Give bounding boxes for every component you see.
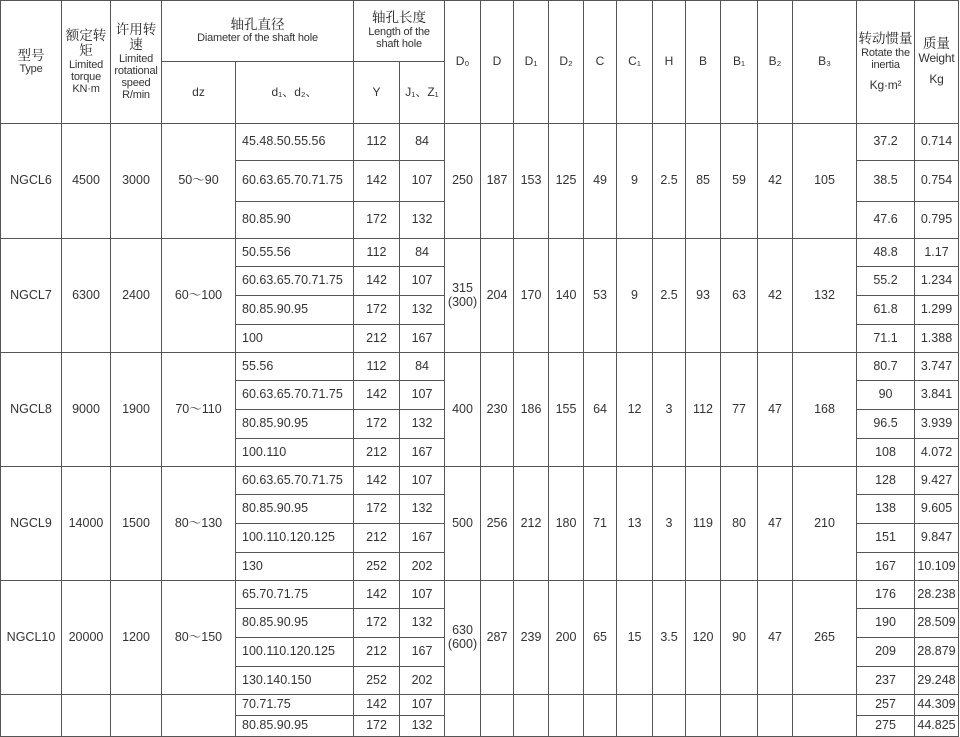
cell-C: 65	[584, 581, 617, 695]
cell-inertia: 47.6	[857, 202, 915, 239]
cell-D1: 170	[514, 239, 549, 353]
cell-weight: 1.17	[915, 239, 959, 267]
cell-D1: 153	[514, 124, 549, 239]
col-Y: Y	[354, 62, 400, 124]
cell-B3: 168	[793, 353, 857, 467]
cell-Y: 172	[354, 202, 400, 239]
cell-weight: 44.825	[915, 716, 959, 737]
cell-d12: 100.110	[236, 439, 354, 467]
cell-d12: 130	[236, 553, 354, 581]
cell-inertia: 55.2	[857, 267, 915, 296]
cell-weight: 10.109	[915, 553, 959, 581]
col-B: B	[686, 1, 721, 124]
cell-J1Z1: 107	[400, 467, 445, 495]
cell-C	[584, 695, 617, 737]
col-torque: 额定转矩 Limited torque KN·m	[62, 1, 111, 124]
col-C1: C₁	[617, 1, 653, 124]
cell-D: 287	[481, 581, 514, 695]
cell-torque: 14000	[62, 467, 111, 581]
cell-dz: 50～90	[162, 124, 236, 239]
cell-Y: 172	[354, 410, 400, 439]
col-D2: D₂	[549, 1, 584, 124]
cell-B3: 210	[793, 467, 857, 581]
cell-D: 204	[481, 239, 514, 353]
cell-B1: 90	[721, 581, 758, 695]
cell-B3: 265	[793, 581, 857, 695]
cell-inertia: 96.5	[857, 410, 915, 439]
cell-H: 2.5	[653, 239, 686, 353]
table-row	[1, 124, 959, 161]
cell-Y: 212	[354, 325, 400, 353]
cell-type: NGCL8	[1, 353, 62, 467]
cell-B	[686, 695, 721, 737]
cell-torque: 6300	[62, 239, 111, 353]
col-shaft-diameter: 轴孔直径 Diameter of the shaft hole	[162, 1, 354, 62]
cell-weight: 3.747	[915, 353, 959, 381]
cell-weight: 9.427	[915, 467, 959, 495]
cell-type: NGCL10	[1, 581, 62, 695]
col-J1Z1: J₁、Z₁	[400, 62, 445, 124]
cell-J1Z1: 84	[400, 124, 445, 161]
cell-Y: 112	[354, 239, 400, 267]
cell-J1Z1: 167	[400, 439, 445, 467]
cell-speed: 1500	[111, 467, 162, 581]
cell-J1Z1: 132	[400, 410, 445, 439]
cell-H: 3	[653, 467, 686, 581]
cell-D1	[514, 695, 549, 737]
cell-weight: 9.847	[915, 524, 959, 553]
cell-d12: 100.110.120.125	[236, 638, 354, 667]
table-row	[1, 695, 959, 716]
cell-d12: 60.63.65.70.71.75	[236, 267, 354, 296]
cell-type: NGCL9	[1, 467, 62, 581]
cell-inertia: 257	[857, 695, 915, 716]
cell-inertia: 275	[857, 716, 915, 737]
cell-dz	[162, 695, 236, 737]
cell-C1: 13	[617, 467, 653, 581]
cell-J1Z1: 132	[400, 495, 445, 524]
cell-d12: 80.85.90.95	[236, 296, 354, 325]
col-shaft-length: 轴孔长度 Length of the shaft hole	[354, 1, 445, 62]
col-type: 型号 Type	[1, 1, 62, 124]
cell-torque	[62, 695, 111, 737]
cell-B2: 47	[758, 467, 793, 581]
cell-D: 230	[481, 353, 514, 467]
cell-d12: 100.110.120.125	[236, 524, 354, 553]
cell-weight: 29.248	[915, 667, 959, 695]
cell-inertia: 176	[857, 581, 915, 609]
col-H: H	[653, 1, 686, 124]
cell-D0: 500	[445, 467, 481, 581]
cell-B1: 63	[721, 239, 758, 353]
cell-d12: 70.71.75	[236, 695, 354, 716]
cell-D2: 180	[549, 467, 584, 581]
cell-Y: 172	[354, 495, 400, 524]
col-D: D	[481, 1, 514, 124]
cell-D1: 239	[514, 581, 549, 695]
cell-d12: 80.85.90.95	[236, 410, 354, 439]
cell-speed: 2400	[111, 239, 162, 353]
cell-D2: 155	[549, 353, 584, 467]
cell-d12: 60.63.65.70.71.75	[236, 161, 354, 202]
cell-Y: 142	[354, 581, 400, 609]
cell-Y: 112	[354, 353, 400, 381]
cell-torque: 20000	[62, 581, 111, 695]
cell-B2: 42	[758, 124, 793, 239]
cell-B1: 77	[721, 353, 758, 467]
cell-J1Z1: 167	[400, 325, 445, 353]
cell-B: 112	[686, 353, 721, 467]
cell-C1: 15	[617, 581, 653, 695]
cell-H: 3	[653, 353, 686, 467]
cell-weight: 1.234	[915, 267, 959, 296]
col-weight: 质量 Weight Kg	[915, 1, 959, 124]
cell-d12: 50.55.56	[236, 239, 354, 267]
cell-d12: 65.70.71.75	[236, 581, 354, 609]
cell-D	[481, 695, 514, 737]
cell-C: 71	[584, 467, 617, 581]
cell-weight: 28.879	[915, 638, 959, 667]
cell-C: 49	[584, 124, 617, 239]
cell-C: 53	[584, 239, 617, 353]
col-dz: dz	[162, 62, 236, 124]
cell-J1Z1: 132	[400, 296, 445, 325]
cell-B1: 59	[721, 124, 758, 239]
cell-d12: 130.140.150	[236, 667, 354, 695]
cell-Y: 172	[354, 716, 400, 737]
cell-Y: 142	[354, 467, 400, 495]
cell-inertia: 138	[857, 495, 915, 524]
cell-J1Z1: 107	[400, 267, 445, 296]
cell-J1Z1: 107	[400, 381, 445, 410]
cell-type: NGCL6	[1, 124, 62, 239]
cell-dz: 80～130	[162, 467, 236, 581]
cell-C1: 9	[617, 124, 653, 239]
table-row	[1, 239, 959, 267]
cell-inertia: 108	[857, 439, 915, 467]
cell-d12: 80.85.90.95	[236, 609, 354, 638]
cell-J1Z1: 107	[400, 581, 445, 609]
cell-speed: 3000	[111, 124, 162, 239]
cell-J1Z1: 107	[400, 695, 445, 716]
cell-B: 85	[686, 124, 721, 239]
cell-H: 2.5	[653, 124, 686, 239]
cell-inertia: 61.8	[857, 296, 915, 325]
cell-Y: 172	[354, 609, 400, 638]
cell-weight: 0.754	[915, 161, 959, 202]
table-row	[1, 353, 959, 381]
cell-D0	[445, 239, 481, 353]
cell-torque: 9000	[62, 353, 111, 467]
col-D0: D₀	[445, 1, 481, 124]
cell-J1Z1: 167	[400, 638, 445, 667]
cell-B1: 80	[721, 467, 758, 581]
cell-d12: 100	[236, 325, 354, 353]
cell-speed: 1900	[111, 353, 162, 467]
cell-D: 256	[481, 467, 514, 581]
cell-D1: 186	[514, 353, 549, 467]
cell-D0-alt: (300)	[447, 294, 478, 309]
cell-D2: 125	[549, 124, 584, 239]
col-B2: B₂	[758, 1, 793, 124]
cell-Y: 142	[354, 161, 400, 202]
col-speed: 许用转速 Limited rotational speed R/min	[111, 1, 162, 124]
cell-J1Z1: 84	[400, 239, 445, 267]
cell-C1: 12	[617, 353, 653, 467]
cell-weight: 0.795	[915, 202, 959, 239]
cell-weight: 1.388	[915, 325, 959, 353]
cell-B1	[721, 695, 758, 737]
cell-Y: 212	[354, 524, 400, 553]
cell-D2	[549, 695, 584, 737]
col-B1: B₁	[721, 1, 758, 124]
cell-J1Z1: 84	[400, 353, 445, 381]
col-B3: B₃	[793, 1, 857, 124]
cell-inertia: 128	[857, 467, 915, 495]
cell-C: 64	[584, 353, 617, 467]
cell-B2: 47	[758, 353, 793, 467]
cell-weight: 1.299	[915, 296, 959, 325]
col-C: C	[584, 1, 617, 124]
cell-type: NGCL7	[1, 239, 62, 353]
cell-D0-alt: (600)	[447, 636, 478, 651]
table-header	[1, 1, 959, 124]
cell-inertia: 80.7	[857, 353, 915, 381]
cell-B2: 47	[758, 581, 793, 695]
cell-Y: 212	[354, 439, 400, 467]
cell-torque: 4500	[62, 124, 111, 239]
cell-speed	[111, 695, 162, 737]
cell-B2: 42	[758, 239, 793, 353]
cell-D0: 400	[445, 353, 481, 467]
cell-D0-value: 630	[452, 622, 473, 637]
cell-J1Z1: 202	[400, 667, 445, 695]
cell-weight: 3.841	[915, 381, 959, 410]
cell-inertia: 167	[857, 553, 915, 581]
cell-B3: 105	[793, 124, 857, 239]
cell-J1Z1: 107	[400, 161, 445, 202]
col-inertia: 转动惯量 Rotate the inertia Kg·m²	[857, 1, 915, 124]
cell-inertia: 151	[857, 524, 915, 553]
cell-D: 187	[481, 124, 514, 239]
cell-weight: 0.714	[915, 124, 959, 161]
cell-d12: 80.85.90	[236, 202, 354, 239]
cell-speed: 1200	[111, 581, 162, 695]
cell-D2: 200	[549, 581, 584, 695]
cell-J1Z1: 132	[400, 716, 445, 737]
cell-dz: 60～100	[162, 239, 236, 353]
cell-B: 120	[686, 581, 721, 695]
cell-H: 3.5	[653, 581, 686, 695]
cell-inertia: 37.2	[857, 124, 915, 161]
cell-d12: 80.85.90.95	[236, 716, 354, 737]
cell-inertia: 90	[857, 381, 915, 410]
cell-d12: 55.56	[236, 353, 354, 381]
cell-D0	[445, 695, 481, 737]
cell-dz: 70～110	[162, 353, 236, 467]
cell-inertia: 38.5	[857, 161, 915, 202]
table-row	[1, 467, 959, 495]
cell-D2: 140	[549, 239, 584, 353]
cell-B3	[793, 695, 857, 737]
cell-weight: 28.238	[915, 581, 959, 609]
cell-weight: 44.309	[915, 695, 959, 716]
cell-d12: 45.48.50.55.56	[236, 124, 354, 161]
cell-weight: 3.939	[915, 410, 959, 439]
cell-Y: 112	[354, 124, 400, 161]
cell-J1Z1: 202	[400, 553, 445, 581]
cell-D0-value: 315	[452, 280, 473, 295]
cell-B: 119	[686, 467, 721, 581]
cell-d12: 60.63.65.70.71.75	[236, 381, 354, 410]
cell-D0	[445, 581, 481, 695]
cell-Y: 142	[354, 381, 400, 410]
cell-inertia: 190	[857, 609, 915, 638]
cell-d12: 60.63.65.70.71.75	[236, 467, 354, 495]
cell-Y: 252	[354, 553, 400, 581]
cell-Y: 212	[354, 638, 400, 667]
cell-C1	[617, 695, 653, 737]
cell-B2	[758, 695, 793, 737]
table-row	[1, 581, 959, 609]
cell-C1: 9	[617, 239, 653, 353]
cell-J1Z1: 132	[400, 202, 445, 239]
cell-weight: 4.072	[915, 439, 959, 467]
cell-B3: 132	[793, 239, 857, 353]
cell-H	[653, 695, 686, 737]
cell-B: 93	[686, 239, 721, 353]
cell-d12: 80.85.90.95	[236, 495, 354, 524]
cell-Y: 142	[354, 695, 400, 716]
cell-D0: 250	[445, 124, 481, 239]
cell-Y: 252	[354, 667, 400, 695]
col-d12: d₁、d₂、	[236, 62, 354, 124]
cell-dz: 80～150	[162, 581, 236, 695]
cell-D1: 212	[514, 467, 549, 581]
cell-inertia: 237	[857, 667, 915, 695]
cell-weight: 28.509	[915, 609, 959, 638]
cell-inertia: 48.8	[857, 239, 915, 267]
cell-Y: 172	[354, 296, 400, 325]
cell-type	[1, 695, 62, 737]
table-body	[1, 124, 959, 737]
cell-J1Z1: 132	[400, 609, 445, 638]
cell-J1Z1: 167	[400, 524, 445, 553]
col-D1: D₁	[514, 1, 549, 124]
cell-weight: 9.605	[915, 495, 959, 524]
cell-Y: 142	[354, 267, 400, 296]
cell-inertia: 209	[857, 638, 915, 667]
cell-inertia: 71.1	[857, 325, 915, 353]
